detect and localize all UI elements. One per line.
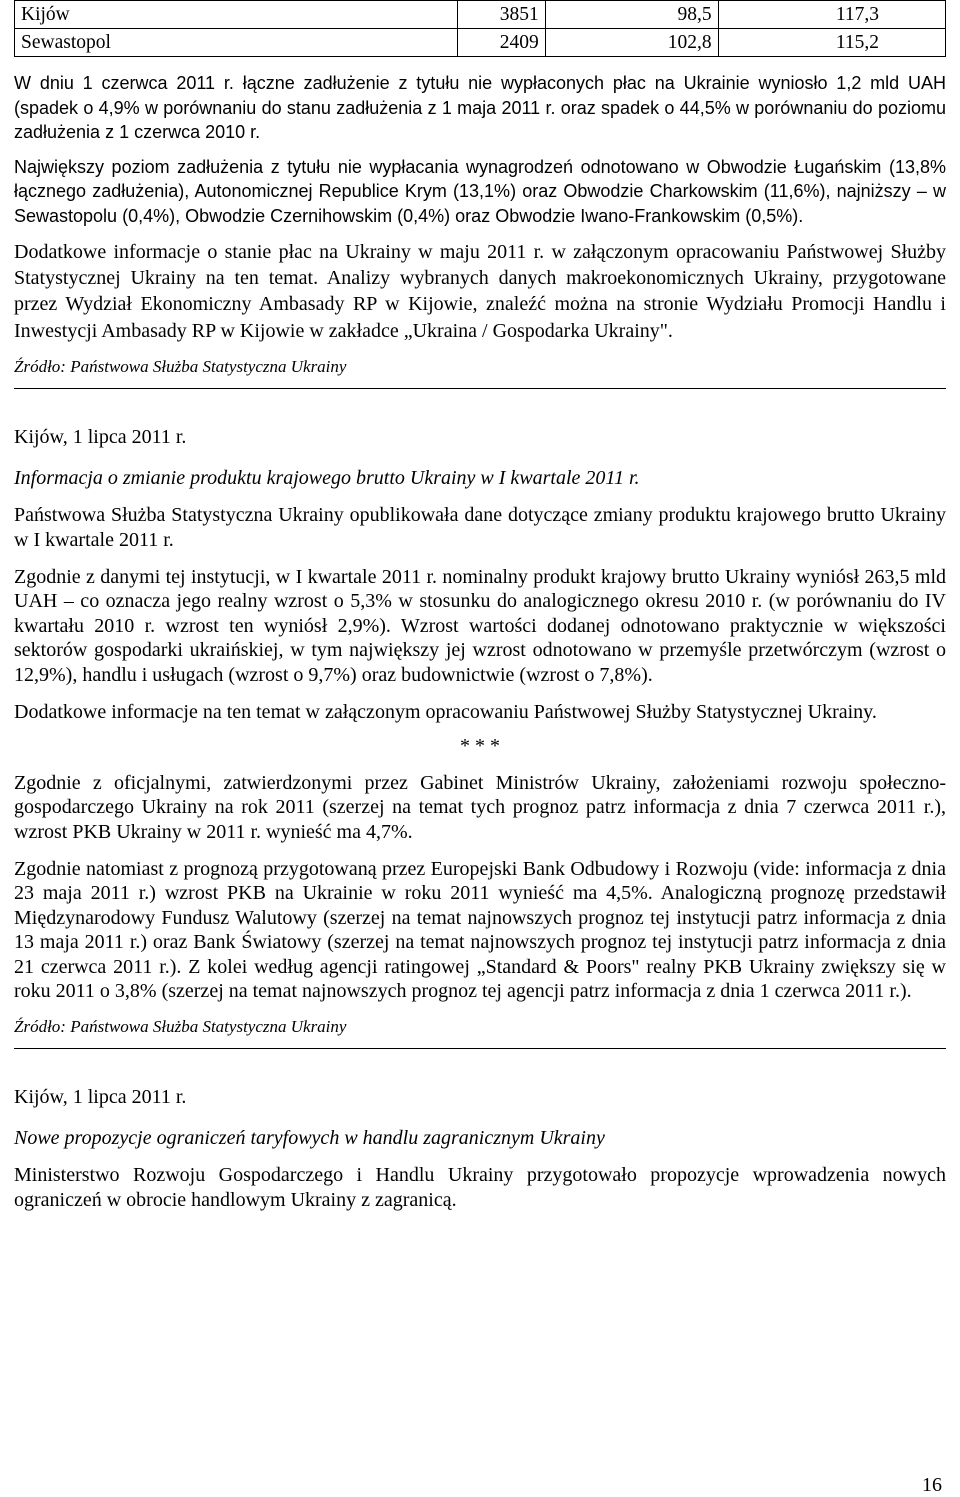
table-cell-region: Sewastopol — [15, 29, 458, 57]
table-cell-value — [718, 29, 945, 57]
source-note — [14, 356, 946, 378]
paragraph: Państwowa Służba Statystyczna Ukrainy opublikowała dane dotyczące zmiany produktu krajowego brutto Ukrainy w I kwartale 2011 r. — [14, 504, 946, 551]
table-row — [15, 29, 946, 57]
paragraph-regions: Największy poziom zadłużenia z tytułu nie wypłacania wynagrodzeń odnotowano w Obwodzie Ługańskim (13,8% łącznego zadłużenia), Autonomicznej Republice Krym (13,1%) oraz Obwodzie Charkowskim (11,6%), najniższy – w Sewastopolu (0,4%), Obwodzie Czernihowskim (0,4%) oraz Obwodzie Iwano-Frankowskim (0,5%). — [14, 156, 946, 226]
paragraph: Zgodnie natomiast z prognozą przygotowaną przez Europejski Bank Odbudowy i Rozwoju (vide: informacja z dnia 23 maja 2011 r.) wzrost PKB na Ukrainie w roku 2011 wynieść ma 4,5%. Analogiczną prognozę przedstawił Międzynarodowy Fundusz Walutowy (szerzej na temat najnowszych prognoz tej instytucji patrz informacja z dnia 13 maja 2011 r.) oraz Bank Światowy (szerzej na temat najnowszych prognoz tej instytucji patrz informacja z dnia 21 czerwca 2011 r.). Z kolei według agencji ratingowej „Standard & Poors" realny PKB Ukrainy zwiększy się w roku 2011 o 3,8% (szerzej na temat najnowszych prognoz tej agencji patrz informacja z dnia 1 czerwca 2011 r.). — [14, 857, 946, 1003]
table-cell-region: Kijów — [15, 1, 458, 29]
paragraph-additional-info: Dodatkowe informacje o stanie płac na Ukrainy w maju 2011 r. w załączonym opracowaniu Państwowej Służby Statystycznej Ukrainy na ten temat. Analizy wybranych danych makroekonomicznych Ukrainy, przygotowane przez Wydział Ekonomiczny Ambasady RP w Kijowie, znaleźć można na stronie Wydziału Promocji Handlu i Inwestycji Ambasady RP w Kijowie w zakładce „Ukraina / Gospodarka Ukrainy". — [14, 240, 946, 342]
document-page — [14, 0, 946, 1212]
table-cell-value: 3851 — [457, 1, 545, 29]
table-cell-value: 98,5 — [545, 1, 718, 29]
paragraph: Zgodnie z oficjalnymi, zatwierdzonymi przez Gabinet Ministrów Ukrainy, założeniami rozwoju społeczno-gospodarczego Ukrainy na rok 2011 (szerzej na temat tych prognoz patrz informacja z dnia 7 czerwca 2011 r.), wzrost PKB Ukrainy w 2011 r. wynieść ma 4,7%. — [14, 771, 946, 843]
table-cell-value: 2409 — [457, 29, 545, 57]
source-text: Państwowa Służba Statystyczna Ukrainy — [70, 357, 347, 377]
table-cell-value — [718, 1, 945, 29]
table-cell-text: 117,3 — [835, 3, 879, 25]
table-cell-text: 115,2 — [835, 31, 879, 53]
table-cell-value: 102,8 — [545, 29, 718, 57]
section-title: Informacja o zmianie produktu krajowego brutto Ukrainy w I kwartale 2011 r. — [14, 466, 640, 489]
source-text: Państwowa Służba Statystyczna Ukrainy — [70, 1017, 347, 1037]
wage-arrears-table — [14, 0, 946, 57]
section-title: Nowe propozycje ograniczeń taryfowych w handlu zagranicznym Ukrainy — [14, 1126, 605, 1149]
source-label: Źródło: — [14, 357, 66, 377]
source-note — [14, 1016, 946, 1038]
section-divider — [14, 388, 946, 389]
separator-stars: * * * — [460, 735, 500, 758]
section-date: Kijów, 1 lipca 2011 r. — [14, 426, 187, 449]
section-date: Kijów, 1 lipca 2011 r. — [14, 1086, 187, 1109]
paragraph-wage-arrears: W dniu 1 czerwca 2011 r. łączne zadłużenie z tytułu nie wypłaconych płac na Ukrainie wyniosło 1,2 mld UAH (spadek o 4,9% w porównaniu do stanu zadłużenia z 1 maja 2011 r. oraz spadek o 44,5% w porównaniu do poziomu zadłużenia z 1 czerwca 2010 r. — [14, 73, 946, 143]
page-number: 16 — [922, 1474, 942, 1496]
source-label: Źródło: — [14, 1017, 66, 1037]
paragraph: Zgodnie z danymi tej instytucji, w I kwartale 2011 r. nominalny produkt krajowy brutto Ukrainy wyniósł 263,5 mld UAH – co oznacza jego realny wzrost o 5,3% w stosunku do analogicznego okresu 2010 r. (w porównaniu do IV kwartału 2010 r. wzrost ten wyniósł 2,9%). Wzrost wartości dodanej odnotowano praktycznie w większości sektorów gospodarki ukraińskiej, w tym największy jej wzrost odnotowano w przemyśle przetwórczym (wzrost o 12,9%), handlu i usługach (wzrost o 9,7%) oraz budownictwie (wzrost o 7,8%). — [14, 565, 946, 686]
paragraph: Ministerstwo Rozwoju Gospodarczego i Handlu Ukrainy przygotowało propozycje wprowadzenia nowych ograniczeń w obrocie handlowym Ukrainy z zagranicą. — [14, 1164, 946, 1211]
section-divider — [14, 1048, 946, 1049]
paragraph: Dodatkowe informacje na ten temat w załączonym opracowaniu Państwowej Służby Statystycznej Ukrainy. — [14, 700, 877, 723]
table-row — [15, 1, 946, 29]
